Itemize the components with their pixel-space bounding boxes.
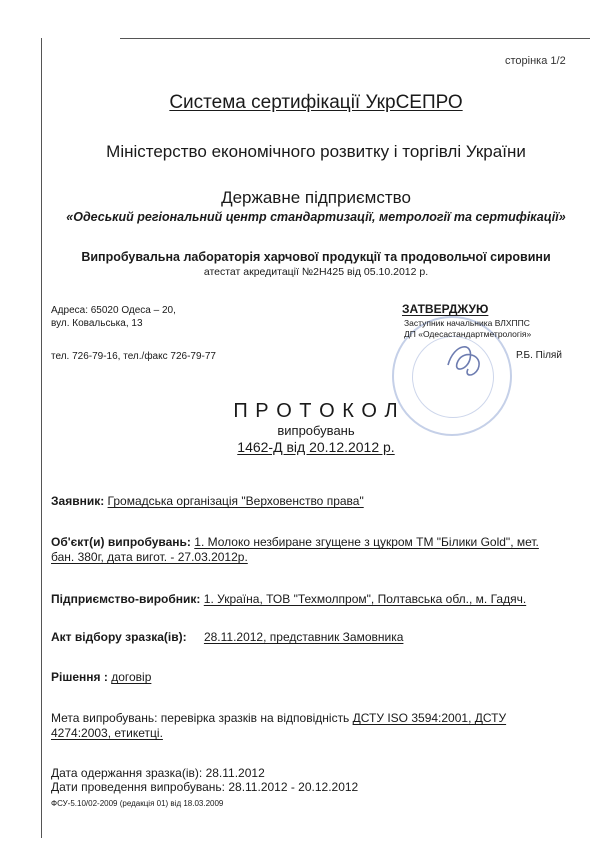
objects-value-line-1: 1. Молоко незбиране згущене з цукром ТМ "Білики Gold", мет. (194, 535, 539, 549)
approve-title: ЗАТВЕРДЖУЮ (402, 302, 489, 316)
protocol-number: 1462-Д від 20.12.2012 р. (237, 439, 395, 455)
approve-signer: Р.Б. Піляй (516, 350, 562, 361)
page-border-top (120, 38, 590, 39)
enterprise-title: Державне підприємство (221, 188, 411, 207)
manufacturer-label: Підприємство-виробник: (51, 592, 201, 606)
approve-position-line-1: Заступник начальника ВЛХППС (404, 318, 530, 328)
decision-label: Рішення : (51, 670, 108, 684)
applicant-row (51, 494, 569, 508)
page-number: сторінка 1/2 (505, 55, 566, 67)
conducted-value: 28.11.2012 - 20.12.2012 (228, 780, 359, 794)
manufacturer-row (51, 592, 569, 606)
system-title: Система сертифікації УкрСЕПРО (169, 92, 463, 113)
received-value: 28.11.2012 (205, 766, 265, 780)
ministry-title: Міністерство економічного розвитку і торгівлі України (106, 142, 526, 161)
lab-name: Випробувальна лабораторія харчової продукції та продовольчої сировини (81, 250, 551, 264)
address-line-2: вул. Ковальська, 13 (51, 318, 143, 329)
sampling-label: Акт відбору зразка(ів): (51, 630, 187, 644)
conducted-row (51, 780, 569, 794)
objects-row (51, 535, 569, 549)
decision-value: договір (111, 670, 152, 684)
received-label: Дата одержання зразка(ів): (51, 766, 203, 780)
objects-label: Об'єкт(и) випробувань: (51, 535, 191, 549)
conducted-label: Дати проведення випробувань: (51, 780, 225, 794)
applicant-value: Громадська організація "Верховенство права" (107, 494, 364, 508)
center-name: «Одеський регіональний центр стандартизації, метрології та сертифікації» (66, 210, 566, 224)
sampling-row (51, 630, 569, 644)
sampling-value: 28.11.2012, представник Замовника (203, 630, 404, 644)
protocol-subtitle: випробувань (277, 423, 355, 438)
phone-info: тел. 726-79-16, тел./факс 726-79-77 (51, 351, 216, 362)
purpose-standards-line-2: 4274:2003, етикетці. (51, 726, 163, 740)
decision-row (51, 670, 569, 684)
purpose-text: перевірка зразків на відповідність (160, 711, 350, 725)
protocol-title: П Р О Т О К О Л (233, 400, 399, 422)
approve-position-line-2: ДП «Одесастандартметрологія» (404, 329, 532, 339)
objects-value-line-2: бан. 380г, дата вигот. - 27.03.2012р. (51, 550, 248, 564)
purpose-label: Мета випробувань: (51, 711, 158, 725)
address-line-1: Адреса: 65020 Одеса – 20, (51, 305, 176, 316)
form-code: ФСУ-5.10/02-2009 (редакція 01) від 18.03.2009 (51, 799, 224, 808)
purpose-row (51, 711, 569, 725)
manufacturer-value: 1. Україна, ТОВ "Техмолпром", Полтавська обл., м. Гадяч. (203, 592, 527, 606)
signature-mark (440, 335, 500, 385)
received-row (51, 766, 569, 780)
purpose-standards-line-1: ДСТУ ISO 3594:2001, ДСТУ (352, 711, 507, 725)
applicant-label: Заявник: (51, 494, 105, 508)
accreditation-info: атестат акредитації №2Н425 від 05.10.2012 р. (203, 266, 429, 278)
